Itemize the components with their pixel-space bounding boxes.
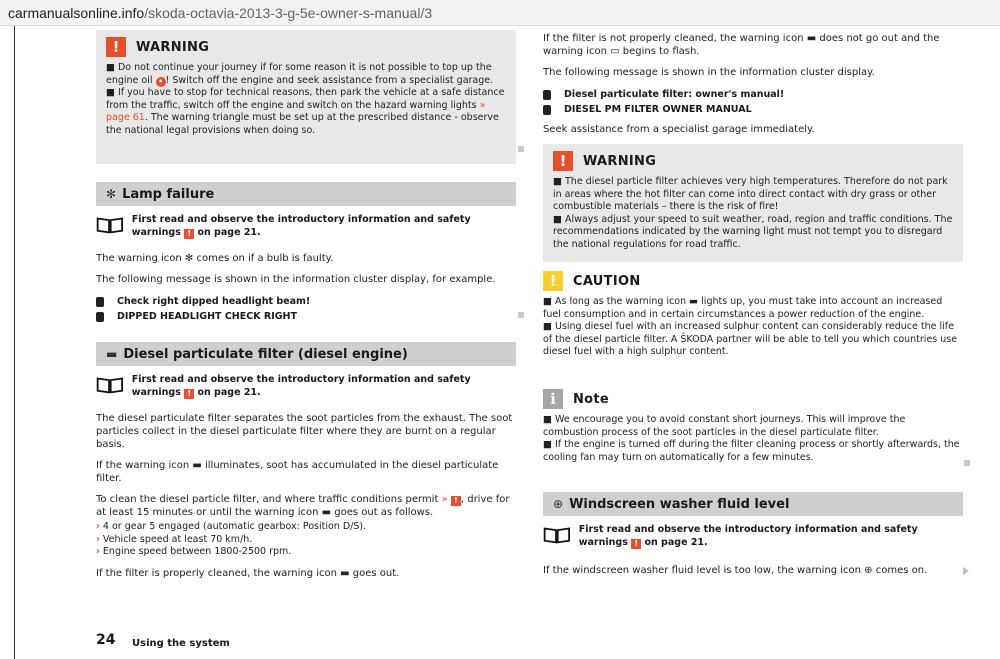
footer-chapter: Using the system <box>132 638 230 649</box>
warning-title: WARNING <box>136 39 210 55</box>
warning-title: WARNING <box>583 153 657 169</box>
section-lamp-failure <box>96 182 516 206</box>
lamp-p1: The warning icon ✻ comes on if a bulb is faulty. <box>96 253 334 264</box>
message-text: DIPPED HEADLIGHT CHECK RIGHT <box>117 311 297 322</box>
section-end-mark <box>518 146 524 152</box>
condition-item <box>96 546 516 559</box>
read-first-page: on page 21. <box>194 226 261 238</box>
warning-box-oil <box>96 30 516 164</box>
read-first-notice <box>543 524 963 549</box>
dpf-p4: If the filter is properly cleaned, the warning icon ▬ goes out. <box>96 567 400 579</box>
display-icon <box>96 312 104 322</box>
caution-header <box>543 270 963 292</box>
warning-box-dpf <box>543 144 963 262</box>
right-p2: The following message is shown in the information cluster display. <box>543 67 875 78</box>
dpf-content <box>96 412 516 588</box>
caution-text-1: ■ As long as the warning icon ▬ lights up, you must take into account an increased fuel consumption and in certain circumstances a power reduction of the engine. <box>543 296 943 320</box>
lamp-content <box>96 252 516 324</box>
warning-icon: ! <box>106 37 126 57</box>
display-icon <box>96 297 104 307</box>
dpf-p3b: , drive for at least 15 minutes or until the warning icon ▬ goes out as follows. <box>96 494 510 518</box>
read-first-label: First read and observe the introductory information and safety warnings <box>578 524 918 548</box>
dpf-icon: ▬ <box>106 346 118 361</box>
info-icon: i <box>543 389 563 409</box>
read-first-label: First read and observe the introductory information and safety warnings <box>131 374 471 398</box>
warning-text-1b: ! Switch off the engine and seek assistance from a specialist garage. <box>165 74 494 86</box>
read-first-text <box>132 214 516 239</box>
section-title: Diesel particulate filter (diesel engine) <box>123 346 408 362</box>
message-row <box>543 102 963 117</box>
warning-text-2: ■ If you have to stop for technical reasons, then park the vehicle at a safe distance from the traffic, switch off the engine and switch on the hazard warning lights <box>106 87 505 111</box>
book-icon <box>96 214 124 236</box>
read-first-text <box>579 524 963 549</box>
read-first-label: First read and observe the introductory information and safety warnings <box>131 214 471 238</box>
warning-mini-icon: ! <box>631 539 641 549</box>
read-first-page: on page 21. <box>194 386 261 398</box>
condition-text: Vehicle speed at least 70 km/h. <box>102 533 253 545</box>
message-row <box>96 294 516 309</box>
note-block <box>543 388 963 464</box>
manual-page <box>0 26 1000 659</box>
display-icon <box>543 105 551 115</box>
warning-text <box>553 176 955 251</box>
book-icon <box>543 524 571 546</box>
arrow-icon: › <box>96 533 100 545</box>
message-row <box>543 87 963 102</box>
caution-icon: ! <box>543 271 563 291</box>
washer-content <box>543 564 963 585</box>
right-p3: Seek assistance from a specialist garage immediately. <box>543 124 815 135</box>
message-text: DIESEL PM FILTER OWNER MANUAL <box>564 104 752 115</box>
caution-text <box>543 296 963 359</box>
note-text-1: ■ We encourage you to avoid constant short journeys. This will improve the combustion process of the soot particles in the diesel particulate filter. <box>543 414 906 438</box>
continue-arrow-icon <box>963 567 969 575</box>
read-first-page: on page 21. <box>641 536 708 548</box>
section-dpf <box>96 342 516 366</box>
note-header <box>543 388 963 410</box>
url-path: /skoda-octavia-2013-3-g-5e-owner-s-manual/3 <box>144 5 433 21</box>
page-number: 24 <box>96 632 116 648</box>
url-domain: carmanualsonline.info <box>8 5 145 21</box>
lamp-p2: The following message is shown in the information cluster display, for example. <box>96 274 496 285</box>
warning-mini-icon: ! <box>451 496 461 506</box>
warning-icon: ! <box>553 151 573 171</box>
condition-text: Engine speed between 1800-2500 rpm. <box>102 546 292 557</box>
warning-header <box>553 150 955 172</box>
note-title: Note <box>573 391 610 407</box>
message-text: Check right dipped headlight beam! <box>117 296 311 307</box>
page-ref-link[interactable]: » page 61 <box>106 99 486 123</box>
washer-icon: ⊕ <box>553 496 564 511</box>
display-icon <box>543 90 551 100</box>
condition-item <box>96 521 516 534</box>
warning-text <box>106 62 508 137</box>
message-text: Diesel particulate filter: owner's manual! <box>564 89 785 100</box>
caution-block <box>543 270 963 359</box>
warning-header <box>106 36 508 58</box>
ref-arrow[interactable]: » <box>441 494 448 505</box>
warning-text-2: ■ Always adjust your speed to suit weather, road, region and traffic conditions. The recommendations indicated by the warning light must not tempt you to disregard the national regulations for road traffic. <box>553 213 953 250</box>
oil-icon: • <box>156 77 166 87</box>
section-end-mark <box>964 460 970 466</box>
dpf-p3 <box>96 493 516 519</box>
bulb-icon: ✻ <box>106 186 117 201</box>
book-icon <box>96 374 124 396</box>
note-text-2: ■ If the engine is turned off during the filter cleaning process or shortly afterwards, the cooling fan may turn on automatically for a few minutes. <box>543 439 960 463</box>
warning-mini-icon: ! <box>184 229 194 239</box>
condition-text: 4 or gear 5 engaged (automatic gearbox: Position D/S). <box>102 521 367 532</box>
warning-mini-icon: ! <box>184 389 194 399</box>
washer-p1: If the windscreen washer fluid level is too low, the warning icon ⊕ comes on. <box>543 565 928 576</box>
url-text[interactable] <box>8 5 432 21</box>
section-title: Windscreen washer fluid level <box>569 496 790 512</box>
arrow-icon: › <box>96 546 100 557</box>
warning-text-2b: . The warning triangle must be set up at the prescribed distance - observe the national legal provisions when doing so. <box>106 112 499 136</box>
caution-text-2: ■ Using diesel fuel with an increased sulphur content can considerably reduce the life of the diesel particle filter. A ŠKODA partner will be able to tell you which countries use diesel fuel with a high sulphur content. <box>543 321 958 357</box>
arrow-icon: › <box>96 521 100 532</box>
dpf-p3a: To clean the diesel particle filter, and where traffic conditions permit <box>96 494 442 505</box>
section-title: Lamp failure <box>122 186 215 202</box>
condition-item <box>96 534 516 547</box>
read-first-notice <box>96 214 516 239</box>
right-top-content <box>543 32 963 144</box>
section-end-mark <box>518 312 524 318</box>
caution-title: CAUTION <box>573 273 641 289</box>
dpf-p1: The diesel particulate filter separates the soot particles from the exhaust. The soot particles collect in the diesel particulate filter where they are burnt on a regular basis. <box>96 413 513 450</box>
section-washer-fluid <box>543 492 963 516</box>
read-first-notice <box>96 374 516 399</box>
address-bar[interactable] <box>0 0 1000 26</box>
dpf-p2: If the warning icon ▬ illuminates, soot has accumulated in the diesel particulate filter. <box>96 460 499 484</box>
read-first-text <box>132 374 516 399</box>
message-row <box>96 309 516 324</box>
warning-text-1: ■ Do not continue your journey if for some reason it is not possible to top up the engine oil <box>106 62 492 86</box>
note-text <box>543 414 963 464</box>
warning-text-1: ■ The diesel particle filter achieves very high temperatures. Therefore do not park in areas where the hot filter can come into direct contact with dry grass or other combustible materials – there is the risk of fire! <box>553 176 948 212</box>
right-p1: If the filter is not properly cleaned, the warning icon ▬ does not go out and the warning icon ▭ begins to flash. <box>543 33 940 57</box>
